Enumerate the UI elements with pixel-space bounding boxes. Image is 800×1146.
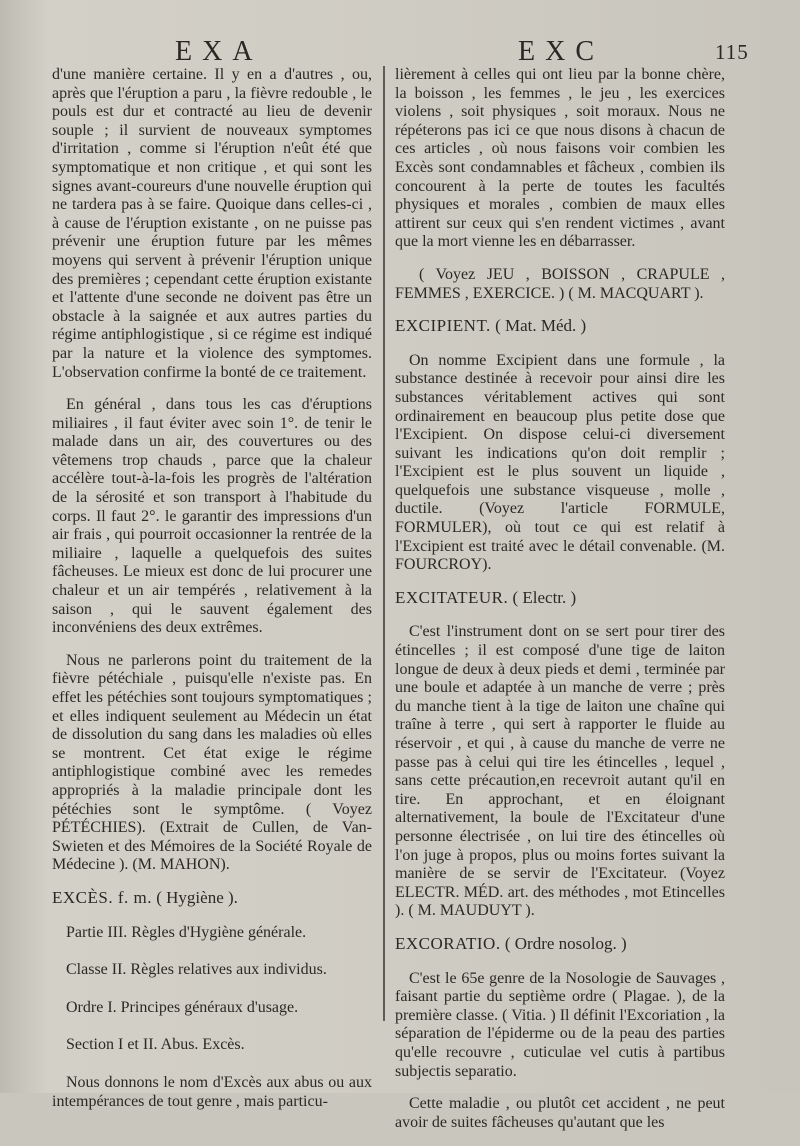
- paragraph: d'une manière certaine. Il y en a d'autres , ou, après que l'éruption a paru , la fièvre redouble , le pouls est dur et contracté au lieu de devenir souple ; il survient de nouveaux symptomes d'irritation , comme si l'éruption n'eût été que symptomatique et non critique , et qui sont les signes avant-coureurs d'une nouvelle éruption qui ne tardera pas à se faire. Quoique dans celles-ci , à cause de l'éruption existante , on ne puisse pas prévenir une éruption future par les mêmes moyens qui servent à prévenir l'éruption unique des premières ; cependant cette éruption existante et l'attente d'une seconde ne doivent pas être un obstacle à la saignée et aux autres parties du régime antiphlogistique , si ce régime est indiqué par la nature et la violence des symptomes. L'observation confirme la bonté de ce traitement.: [52, 66, 372, 381]
- column-divider: [383, 66, 385, 1021]
- cross-reference: ( Voyez JEU , BOISSON , CRAPULE , FEMMES , EXERCICE. ) ( M. MACQUART ).: [395, 265, 725, 302]
- running-head-left: EXA: [175, 36, 263, 67]
- entry-heading: [52, 889, 372, 908]
- classification-line: Ordre I. Principes généraux d'usage.: [66, 998, 299, 1016]
- paragraph: C'est l'instrument dont on se sert pour tirer des étincelles ; il est composé d'une tige de laiton longue de deux à deux pieds et demi , terminée par une boule et adaptée à un manche de verre ; près du manche tient à la tige de laiton une chaîne qui traîne à terre , qui sert à rapporter le fluide au réservoir , et qui , à cause du manche de verre ne passe pas à celui qui tire les étincelles , lequel , sans cette précaution,en recevroit autant qu'il en tire. En approchant, et en éloignant alternativement, la boule de l'Excitateur d'une personne électrisée , on lui tire des étincelles où l'on juge à propos, plus ou moins fortes suivant la manière de se servir de l'Excitateur. (Voyez ELECTR. MÉD. art. des méthodes , mot Etincelles ). ( M. MAUDUYT ).: [395, 623, 725, 920]
- entry-category: ( Hygiène ).: [156, 887, 238, 907]
- paragraph: Nous ne parlerons point du traitement de la fièvre pétéchiale , puisqu'elle n'existe pas. En effet les pétéchies sont toujours symptomatiques ; et elles indiquent seulement au Médecin un état de dissolution du sang dans les maladies où elles se montrent. Cet état exige le régime antiphlogistique combiné avec les remedes appropriés à la maladie principale dont les pétéchies sont le symptôme. ( Voyez PÉTÉCHIES). (Extrait de Cullen, de Van-Swieten et des Mémoires de la Société Royale de Médecine ). (M. MAHON).: [52, 651, 372, 874]
- classification-line: Classe II. Règles relatives aux individus.: [66, 961, 327, 979]
- entry-heading: [395, 589, 725, 608]
- paragraph: Nous donnons le nom d'Excès aux abus ou aux intempérances de tout genre , mais particu-: [52, 1073, 372, 1110]
- entry-category: ( Mat. Méd. ): [495, 316, 587, 336]
- paragraph: Cette maladie , ou plutôt cet accident , ne peut avoir de suites fâcheuses qu'autant que les: [395, 1095, 725, 1131]
- entry-title: EXCORATIO.: [395, 933, 501, 953]
- paragraph: En général , dans tous les cas d'éruptions miliaires , il faut éviter avec soin 1°. de tenir le malade dans un air, des couvertures ou des vêtemens trop chauds , parce que la chaleur accélère tout-à-la-fois les progrès de l'altération de la sérosité et son transport à l'habitude du corps. Il faut 2°. le garantir des impressions d'un air frais , qui pourroit occasionner la rentrée de la miliaire , laquelle a quelquefois des suites fâcheuses. Le mieux est donc de lui procurer une chaleur et un air tempérés , relativement à la saison , qui le sauvent également des inconvéniens des deux extrêmes.: [52, 396, 372, 637]
- entry-title: EXCIPIENT.: [395, 316, 491, 336]
- entry-category: ( Ordre nosolog. ): [504, 933, 627, 953]
- entry-category: ( Electr. ): [512, 587, 577, 607]
- entry-heading: [395, 935, 725, 954]
- page-number: 115: [715, 40, 749, 64]
- classification-line: Section I et II. Abus. Excès.: [66, 1036, 245, 1054]
- classification-line: Partie III. Règles d'Hygiène générale.: [66, 923, 307, 941]
- left-column: [52, 66, 372, 1125]
- paragraph: C'est le 65e genre de la Nosologie de Sauvages , faisant partie du septième ordre ( Plagae. ), de la première classe. ( Vitia. ) Il définit l'Excoriation , la séparation de l'épiderme ou de la peau des parties qu'elle recouvre , cuticulae vel cutis à partibus subjectis separatio.: [395, 969, 725, 1080]
- paragraph: On nomme Excipient dans une formule , la substance destinée à recevoir pour ainsi dire les substances véritablement actives qui sont ordinairement en beaucoup plus petite dose que l'Excipient. On dispose celui-ci diversement suivant les indications qu'on doit remplir ; l'Excipient est le plus souvent un liquide , quelquefois une substance visqueuse , molle , ductile. (Voyez l'article FORMULE, FORMULER), où tout ce qui est relatif à l'Excipient est traité avec le détail convenable. (M. FOURCROY).: [395, 351, 725, 574]
- entry-title: EXCÈS. f. m.: [52, 887, 152, 907]
- right-column: [395, 66, 725, 1146]
- running-head-right: EXC: [518, 36, 604, 67]
- entry-title: EXCITATEUR.: [395, 587, 509, 607]
- paragraph: lièrement à celles qui ont lieu par la bonne chère, la boisson , les femmes , le jeu , les exercices violens , soit physiques , soit moraux. Nous ne répéterons pas ici ce que nous disons à chacun de ces articles , où nous faisons voir combien les Excès sont condamnables et fâcheux , combien ils concourent à la perte de toutes les facultés physiques et morales , combien de maux elles attirent sur ceux qui s'en rendent victimes , avant que la mort vienne les en débarrasser.: [395, 66, 725, 251]
- entry-heading: [395, 317, 725, 336]
